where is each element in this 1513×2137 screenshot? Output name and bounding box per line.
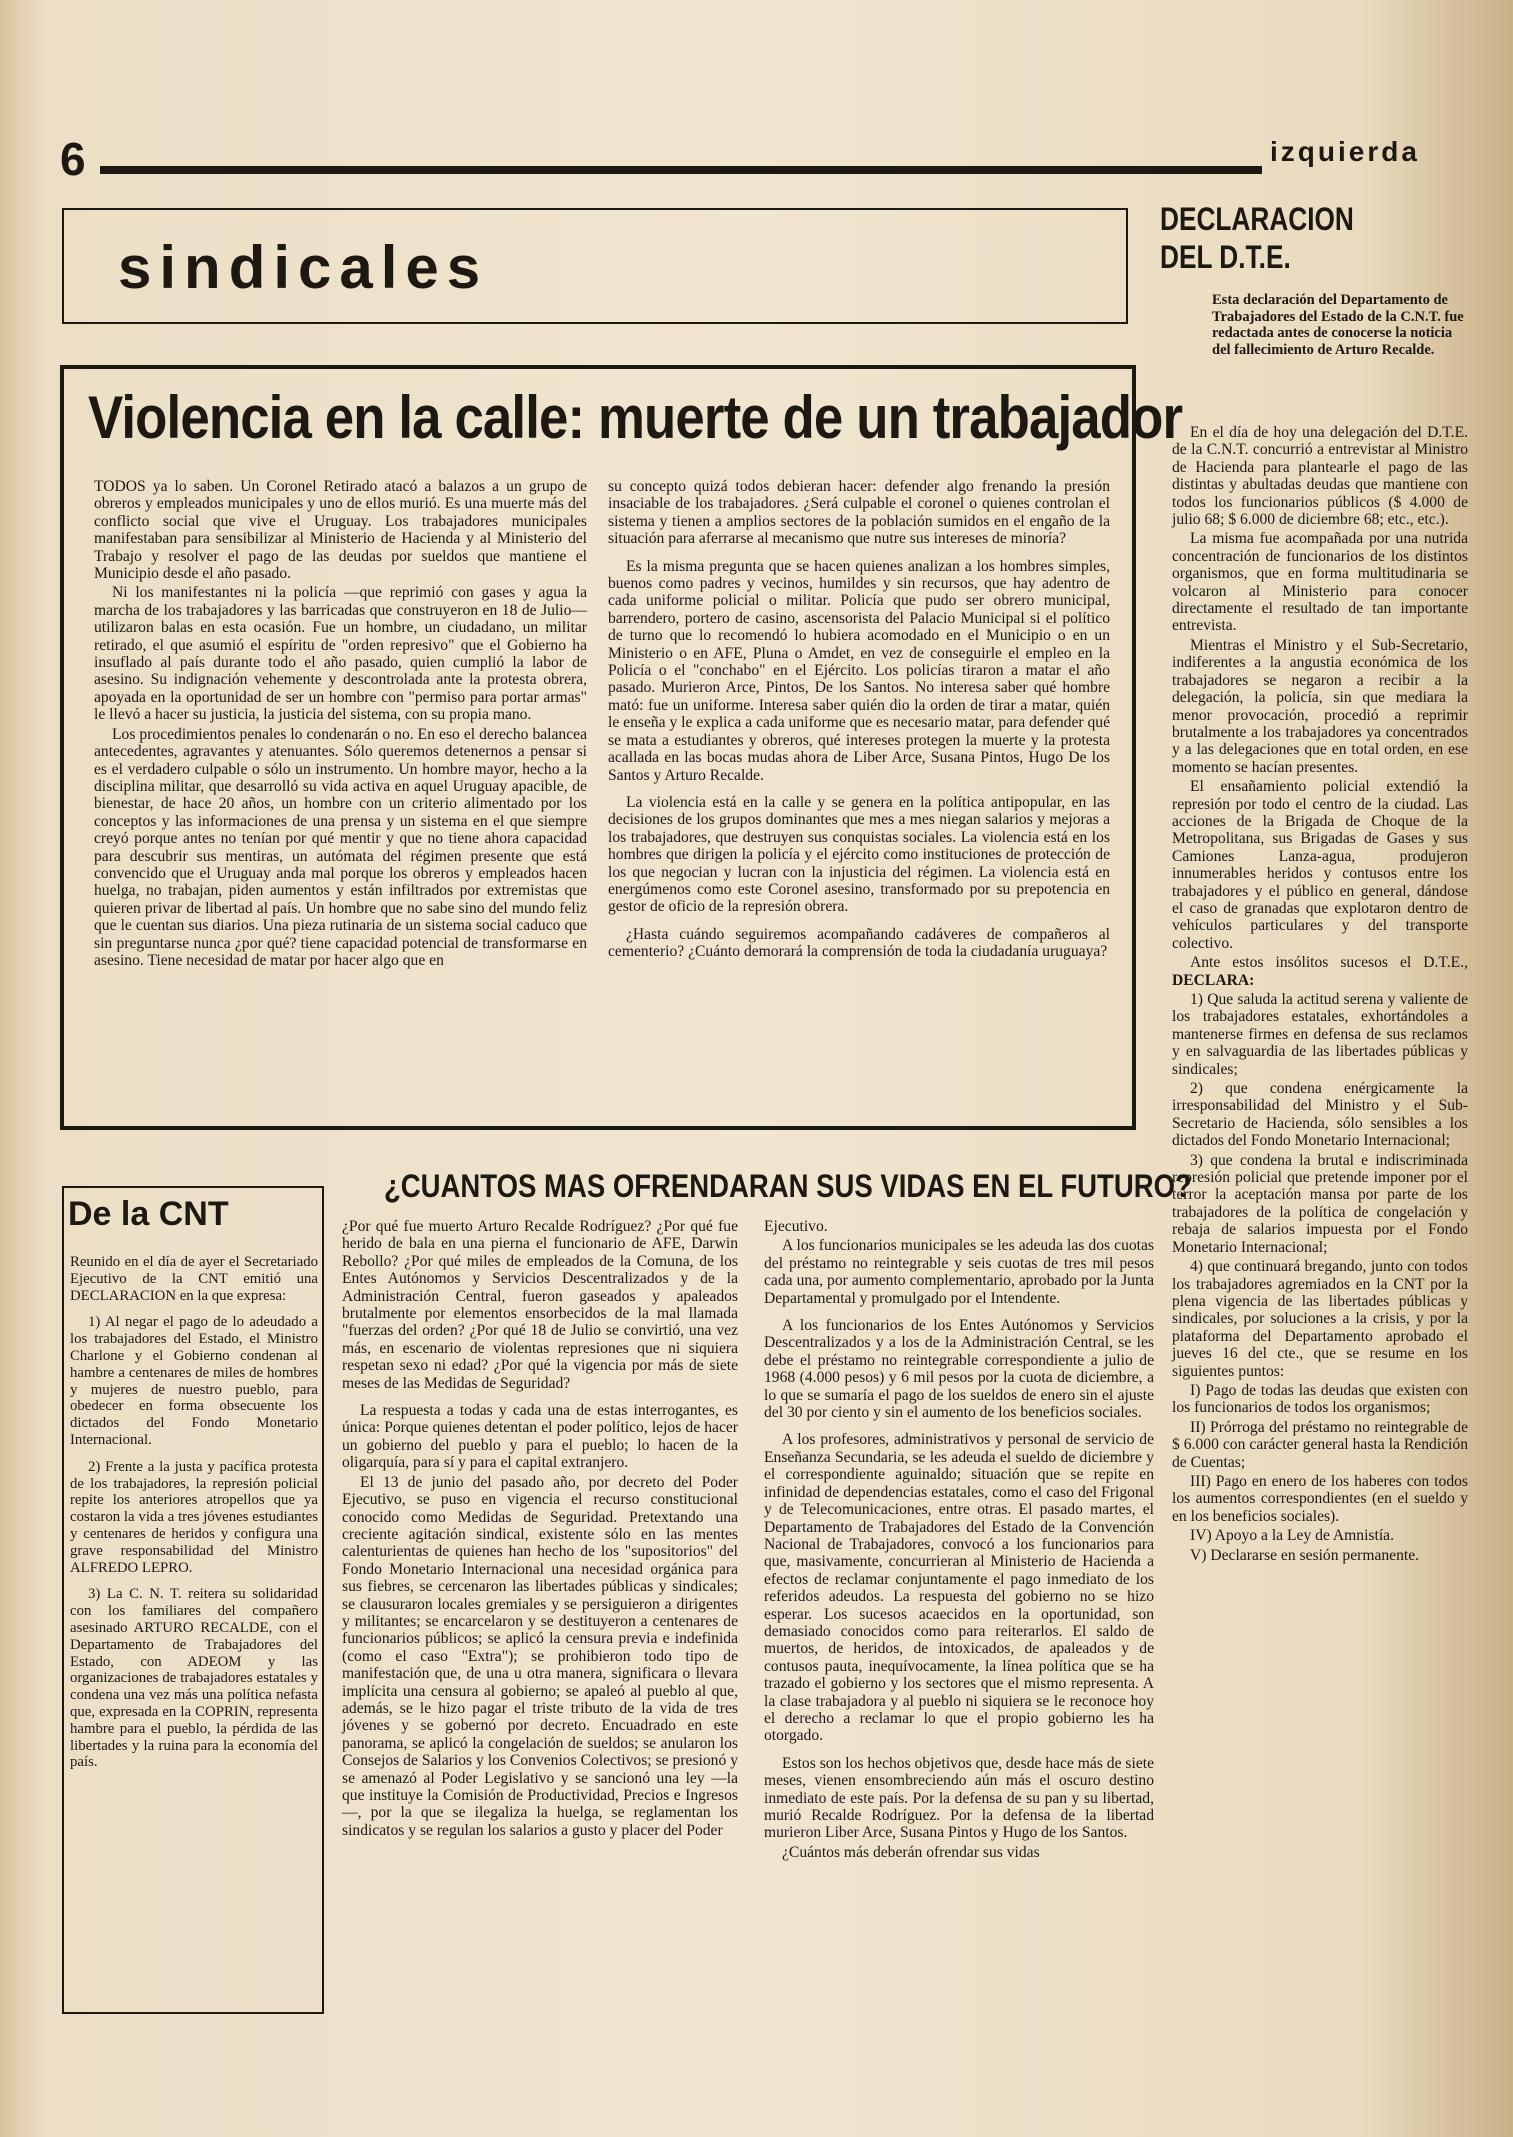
paragraph: Ejecutivo. bbox=[764, 1218, 828, 1235]
paragraph bbox=[1172, 954, 1468, 989]
page-number: 6 bbox=[60, 133, 86, 185]
header-rule bbox=[100, 166, 1262, 174]
dte-point: IV) Apoyo a la Ley de Amnistía. bbox=[1190, 1527, 1394, 1545]
paragraph: La misma fue acompañada por una nutrida concentración de funcionarios de los distintos organismos, que en forma multitudinaria se volcaron al Ministerio para conocer directamente el resultado de tan importante entrevista. bbox=[1172, 530, 1468, 635]
paragraph: A los funcionarios municipales se les adeuda las dos cuotas del préstamo no reintegrable y seis cuotas de tres mil pesos cada una, por aumento complementario, aprobado por la Junta Departamental y promulgado por el Intendente. bbox=[764, 1237, 1154, 1307]
main-article-left-column bbox=[94, 478, 587, 971]
paragraph: Los procedimientos penales lo condenarán o no. En eso el derecho balancea antecedentes, agravantes y atenuantes. Sólo queremos detenernos a pensar si es el verdadero culpable o sólo un instrumento. Un hombre mayor, hecho a la disciplina militar, que desarrolló su vida activa en aquel Uruguay apacible, de bienestar, de hace 20 años, un hombre con un criterio alimentado por los conceptos y las informaciones de una prensa y un sistema en el que siempre creyó porque antes no tenían por qué mentir y que no tiene ahora capacidad para descubrir sus mentiras, un autómata del régimen presente que está convencido que el Uruguay anda mal porque los obreros y empleados hacen huelga, no trabajan, piden aumentos y están infiltrados por extremistas que quieren privar de libertad al país. Un hombre que no sabe sino del mundo feliz que le cuentan sus diarios. Una pieza rutinaria de un sistema social caduco que sin preguntarse nunca ¿por qué? tiene capacidad potencial de transformarse en asesino. Tiene necesidad de matar por hacer algo que en bbox=[94, 725, 587, 969]
paragraph: En el día de hoy una delegación del D.T.E. de la C.N.T. concurrió a entrevistar al Ministro de Hacienda para plantearle el pago de las distintas y abultadas deudas que mantiene con todos los funcionarios públicos ($ 4.000 de julio 68; $ 6.000 de diciembre 68; etc., etc.). bbox=[1172, 424, 1468, 529]
paragraph: TODOS ya lo saben. Un Coronel Retirado atacó a balazos a un grupo de obreros y empleados municipales y uno de ellos murió. Es una muerte más del conflicto social que vive el Uruguay. Los trabajadores municipales manifestaban para sensibilizar al Ministerio de Hacienda y al Ministerio del Trabajo y resolver el pago de las deudas por sueldos que mantiene el Municipio desde el año pasado. bbox=[94, 478, 587, 583]
paragraph: A los profesores, administrativos y personal de servicio de Enseñanza Secundaria, se les adeuda el sueldo de diciembre y el correspondiente aguinaldo; situación que se repite en infinidad de dependencias estatales, como el caso del Frigonal y de Telecomunicaciones, entre otras. El pasado martes, el Departamento de Trabajadores del Estado de la Convención Nacional de Trabajadores, convocó a los funcionarios para que, masivamente, concurrieran al Ministerio de Hacienda a efectos de reclamar conjuntamente el pago inmediato de los referidos adeudos. La respuesta del gobierno no se hizo esperar. Los sucesos acaecidos en la oportunidad, son demasiado conocidos como para reiterarlos. El saldo de muertos, de heridos, de intoxicados, de apaleados y de contusos pauta, inequívocamente, la línea política que se ha trazado el gobierno y los sectores que el mismo representa. A la clase trabajadora y al pueblo ni siquiera se le reconoce hoy el derecho a reclamar lo que el propio gobierno les ha otorgado. bbox=[764, 1431, 1154, 1745]
dte-point: 1) Que saluda la actitud serena y valiente de los trabajadores estatales, exhortándoles a mantenerse firmes en defensa de sus reclamos y en salvaguardia de las libertades públicas y sindicales; bbox=[1172, 991, 1468, 1078]
dte-headline bbox=[1160, 200, 1422, 276]
paragraph: su concepto quizá todos debieran hacer: defender algo frenando la presión insaciable de los trabajadores. ¿Será culpable el coronel o quienes controlan el sistema y tienen a amplios sectores de la población sumidos en el engaño de la situación para aferrarse al mecanismo que nutre sus intereses de minoría? bbox=[608, 478, 1110, 548]
dte-headline-line: DECLARACION bbox=[1160, 201, 1354, 237]
paragraph: La respuesta a todas y cada una de estas interrogantes, es única: Porque quienes detentan el poder político, lejos de hacer un gobierno del pueblo y para el pueblo; lo hacen de la oligarquía, para sí y para el capital extranjero. bbox=[342, 1402, 738, 1472]
paragraph: ¿Hasta cuándo seguiremos acompañando cadáveres de compañeros al cementerio? ¿Cuánto demorará la comprensión de toda la ciudadanía uruguaya? bbox=[608, 925, 1110, 961]
main-article-right-column bbox=[608, 478, 1110, 963]
cnt-body bbox=[70, 1254, 318, 1773]
paragraph: ¿Por qué fue muerto Arturo Recalde Rodríguez? ¿Por qué fue herido de bala en una pierna el funcionario de AFE, Darwin Rebollo? ¿Por qué miles de empleados de la Comuna, de los Entes Autónomos y Servicios Descentralizados y de la Administración Central, fueron gaseados y apaleados brutalmente por elementos ensorbecidos de la mal llamada "fuerzas del orden? ¿Por qué 18 de Julio se convirtió, una vez más, en escenario de violentas represiones que ni siquiera respetan sexo ni edad? ¿Por qué la vigencia por más de siete meses de las Medidas de Seguridad? bbox=[342, 1218, 738, 1392]
section-title: sindicales bbox=[118, 234, 489, 301]
future-left-column bbox=[342, 1218, 738, 1841]
dte-headline-line: DEL D.T.E. bbox=[1160, 239, 1291, 275]
dte-point: 3) que condena la brutal e indiscriminada represión policial que pretende imponer por el terror la aceptación mansa por parte de los trabajadores de la política de congelación y rebaja de salarios impuesta por el Fondo Monetario Internacional; bbox=[1172, 1151, 1468, 1256]
paragraph: ¿Cuántos más deberán ofrendar sus vidas bbox=[782, 1843, 1040, 1861]
paragraph: La violencia está en la calle y se genera en la política antipopular, en las decisiones de los grupos dominantes que mes a mes niegan salarios y mejoras a los trabajadores, que destruyen sus conquistas sociales. La violencia está en los hombres que dirigen la policía y el ejército como instituciones de protección de los que negocian y lucran con la injusticia del régimen. La violencia está en energúmenos como este Coronel asesino, transformado por su prepotencia en gestor de oficio de la represión obrera. bbox=[608, 793, 1110, 916]
paragraph: Estos son los hechos objetivos que, desde hace más de siete meses, vienen ensombreciendo aún más el oscuro destino inmediato de este país. Por la defensa de su pan y su libertad, murió Recalde Rodríguez. Por la defensa de la libertad murieron Liber Arce, Susana Pintos y Hugo de los Santos. bbox=[764, 1754, 1155, 1842]
dte-point: III) Pago en enero de los haberes con todos los aumentos correspondientes (en el sueldo y en los beneficios sociales). bbox=[1172, 1472, 1468, 1525]
paragraph: Mientras el Ministro y el Sub-Secretario, indiferentes a la angustia económica de los trabajadores se negaron a recibir a la delegación, la policía, sin que mediara la menor provocación, procedió a reprimir brutalmente a los trabajadores ya concentrados y a las delegaciones que en total orden, en ese momento se hacían presentes. bbox=[1172, 636, 1468, 776]
dte-point: 2) que condena enérgicamente la irresponsabilidad del Ministro y el Sub-Secretario de Hacienda, sólo sensibles a los dictados del Fondo Monetario Internacional; bbox=[1172, 1080, 1468, 1150]
paragraph: A los funcionarios de los Entes Autónomos y Servicios Descentralizados y a los de la Administración Central, se les debe el préstamo no reintegrable correspondiente a julio de 1968 (4.000 pesos) y 6 mil pesos por la cuota de diciembre, a lo que se sumaría el pago de los sueldos de enero sin el ajuste del 30 por ciento y sin el aumento de los beneficios sociales. bbox=[764, 1317, 1154, 1422]
dte-declara-intro: Ante estos insólitos sucesos el D.T.E., bbox=[1190, 954, 1468, 972]
dte-declara-label: DECLARA: bbox=[1172, 971, 1255, 989]
dte-point: 4) que continuará bregando, junto con todos los trabajadores agremiados en la CNT por la plena vigencia de las libertades públicas y sindicales, por soluciones a la crisis, y por la plataforma del Departamento aprobado el jueves 16 del cte., que se resume en los siguientes puntos: bbox=[1172, 1258, 1468, 1380]
paragraph: 1) Al negar el pago de lo adeudado a los trabajadores del Estado, el Ministro Charlone y el Gobierno condenan al hambre a centenares de miles de hombres y mujeres de nuestro pueblo, para obedecer en forma obsecuente los dictados del Fondo Monetario Internacional. bbox=[70, 1314, 318, 1448]
main-headline: Violencia en la calle: muerte de un trabajador bbox=[88, 384, 1183, 451]
future-headline: ¿CUANTOS MAS OFRENDARAN SUS VIDAS EN EL FUTURO? bbox=[384, 1168, 1192, 1204]
dte-point: II) Prórroga del préstamo no reintegrable de $ 6.000 con carácter general hasta la Rendición de Cuentas; bbox=[1172, 1418, 1468, 1471]
dte-lead: Esta declaración del Departamento de Trabajadores del Estado de la C.N.T. fue redactada antes de conocerse la noticia del fallecimiento de Arturo Recalde. bbox=[1212, 292, 1464, 358]
paragraph: Reunido en el día de ayer el Secretariado Ejecutivo de la CNT emitió una DECLARACION en la que expresa: bbox=[70, 1254, 318, 1304]
masthead: izquierda bbox=[1270, 136, 1420, 167]
paragraph: 2) Frente a la justa y pacífica protesta de los trabajadores, la represión policial repite los anteriores atropellos que ya costaron la vida a tres jóvenes estudiantes y centenares de heridos y configura una grave responsabilidad del Ministro ALFREDO LEPRO. bbox=[70, 1458, 318, 1576]
paragraph: Es la misma pregunta que se hacen quienes analizan a los hombres simples, buenos como padres y vecinos, humildes y sin recursos, que hay adentro de cada uniforme policial o militar. Policía que pudo ser obrero municipal, barrendero, portero de casino, ascensorista del Palacio Municipal si el político de turno que lo recomendó lo hubiera acomodado en el Municipio o en un Ministerio o en AFE, Pluna o Amdet, en vez de conseguirle el empleo en la Policía o el "conchabo" en el Ejército. Los policías tiraron a matar el año pasado. Murieron Arce, Pintos, De los Santos. No interesa saber qué hombre mató: fue un uniforme. Interesa saber quién dio la orden de tirar a matar, quién le enseña y le explica a cada uniforme que es necesario matar, para defender qué se mata a estudiantes y obreros, qué intereses protegen la muerte y la protesta acallada en las bocas mudas ahora de Liber Arce, Susana Pintos, Hugo De los Santos y Arturo Recalde. bbox=[608, 557, 1111, 784]
dte-body bbox=[1172, 424, 1468, 1566]
dte-point: I) Pago de todas las deudas que existen con los funcionarios de todos los organismos; bbox=[1172, 1381, 1468, 1417]
paragraph: 3) La C. N. T. reitera su solidaridad con los familiares del compañero asesinado ARTURO RECALDE, con el Departamento de Trabajadores del Estado, con ADEOM y las organizaciones de trabajadores estatales y condena una vez más una política nefasta que, expresada en la COPRIN, representa hambre para el pueblo, la pérdida de las libertades y la ruina para la economía del país. bbox=[70, 1586, 318, 1771]
dte-point: V) Declararse en sesión permanente. bbox=[1190, 1546, 1420, 1564]
cnt-title: De la CNT bbox=[68, 1195, 229, 1233]
paragraph: Ni los manifestantes ni la policía —que reprimió con gases y agua la marcha de los trabajadores y las barricadas que construyeron en 18 de Julio— utilizaron balas en esta ocasión. Fue un hombre, un ciudadano, un militar retirado, el que asumió el espíritu de "orden represivo" que el Gobierno ha insuflado al país durante todo el año pasado, quien cumplió la labor de asesino. Su indignación vehemente y descontrolada ante la protesta obrera, apoyada en la oportunidad de ser un hombre con "permiso para portar armas" le llevó a hacer su justicia, la justicia del sistema, con su propia mano. bbox=[94, 584, 587, 724]
paragraph: El 13 de junio del pasado año, por decreto del Poder Ejecutivo, se puso en vigencia el recurso constitucional conocido como Medidas de Seguridad. Pretextando una creciente agitación sindical, existente sólo en las mentes calenturientas de quienes han hecho de los "supositorios" del Fondo Monetario Internacional una necesidad orgánica para sus fiebres, se cercenaron las libertades públicas y sindicales; se clausuraron locales gremiales y se persiguieron a dirigentes y militantes; se encarcelaron y se destituyeron a centenares de funcionarios públicos; se aplicó la censura previa e indefinida (como el caso "Extra"); se prohibieron todo tipo de manifestación que, de una u otra manera, significara o llevara implícita una censura al gobierno; se apaleó al pueblo al que, además, se le hizo pagar el triste tributo de la vida de tres jóvenes y se gobernó por decreto. Encuadrado en este panorama, se aplicó la congelación de sueldos; se anularon los Consejos de Salarios y los Convenios Colectivos; se presionó y se amenazó al Poder Legislativo y se sancionó una ley —la que instituye la Comisión de Productividad, Precios e Ingresos—, por la que se ilegaliza la huelga, se reglamentan los sindicatos y se regulan los salarios a gusto y placer del Poder bbox=[342, 1473, 738, 1839]
paragraph: El ensañamiento policial extendió la represión por todo el centro de la ciudad. Las acciones de la Brigada de Choque de la Metropolitana, sus Brigadas de Gases y sus Camiones Lanza-agua, produjeron innumerables heridos y contusos entre los trabajadores y el público en general, dándose el caso de granadas que explotaron dentro de vehículos particulares y del transporte colectivo. bbox=[1172, 778, 1468, 952]
future-right-column bbox=[764, 1218, 1154, 1863]
